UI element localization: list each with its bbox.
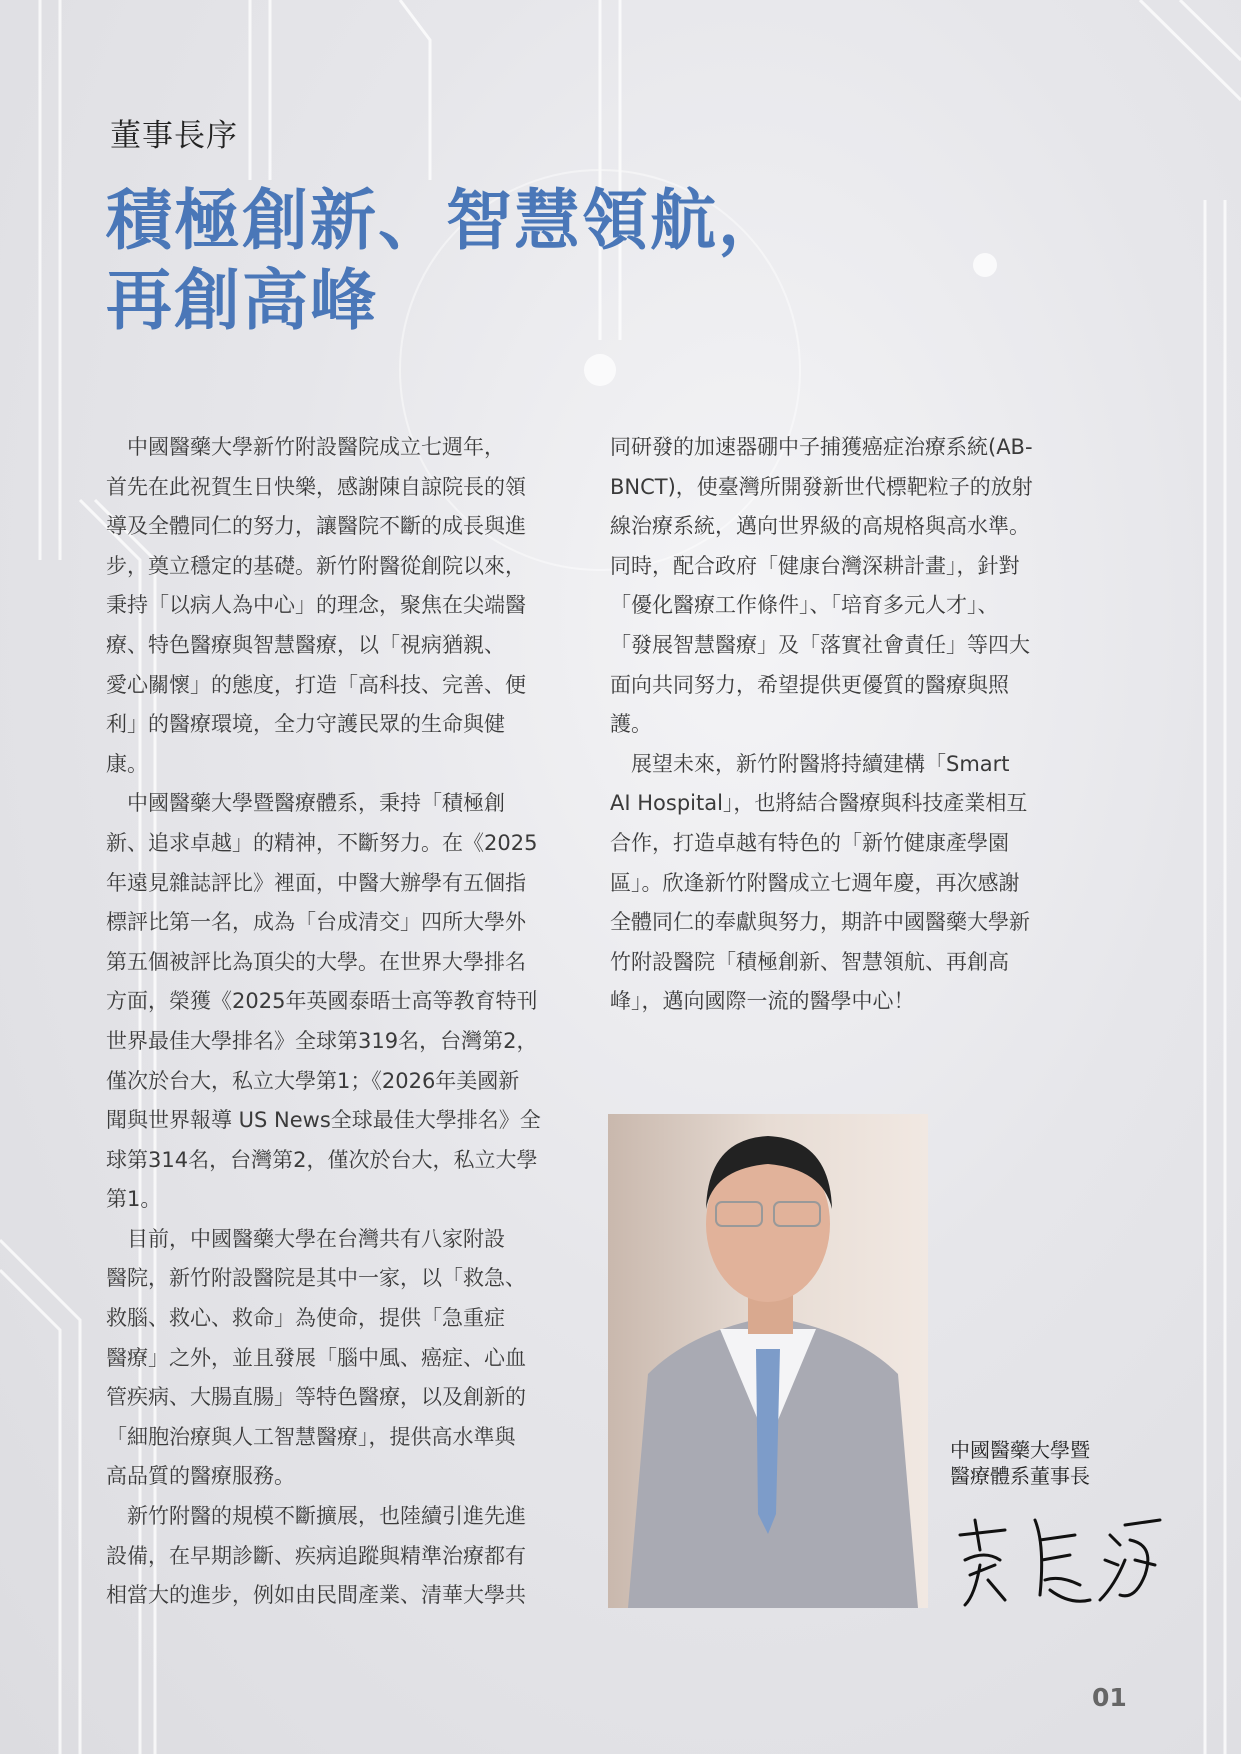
body-text-line: 醫療」之外，並且發展「腦中風、癌症、心血: [106, 1345, 526, 1370]
body-text-line: 世界最佳大學排名》全球第319名，台灣第2，: [106, 1028, 538, 1053]
portrait-illustration: [608, 1114, 928, 1608]
body-text-line: 「優化醫療工作條件」、「培育多元人才」、: [610, 593, 999, 618]
body-text-line: 醫院，新竹附設醫院是其中一家，以「救急、: [106, 1266, 526, 1291]
page-title: [106, 180, 786, 340]
body-text-line: 展望未來，新竹附醫將持續建構「Smart: [610, 751, 1010, 776]
body-text-line: 竹附設醫院「積極創新、智慧領航、再創高: [610, 949, 1009, 974]
caption-line: 中國醫藥大學暨: [950, 1438, 1090, 1462]
body-text-line: 聞與世界報導 US News全球最佳大學排名》全: [106, 1108, 541, 1133]
body-text-line: 標評比第一名，成為「台成清交」四所大學外: [106, 910, 526, 935]
body-text-line: 導及全體同仁的努力，讓醫院不斷的成長與進: [106, 514, 526, 539]
body-text-line: 年遠見雜誌評比》裡面，中醫大辦學有五個指: [106, 870, 526, 895]
body-text-line: 區」。欣逢新竹附醫成立七週年慶，再次感謝: [610, 870, 1020, 895]
body-text-line: 護。: [610, 712, 652, 737]
body-text-line: 僅次於台大，私立大學第1；《2026年美國新: [106, 1068, 520, 1093]
body-text-line: 新竹附醫的規模不斷擴展，也陸續引進先進: [106, 1504, 526, 1529]
body-text-line: 峰」，邁向國際一流的醫學中心！: [610, 989, 915, 1014]
body-text-line: 管疾病、大腸直腸」等特色醫療，以及創新的: [106, 1385, 526, 1410]
body-text-line: 第五個被評比為頂尖的大學。在世界大學排名: [106, 949, 526, 974]
body-text-line: 愛心關懷」的態度，打造「高科技、完善、便: [106, 672, 526, 697]
title-line: 積極創新、智慧領航，: [106, 181, 786, 259]
body-text-line: AI Hospital」，也將結合醫療與科技產業相互: [610, 791, 1028, 816]
body-text-line: 利」的醫療環境，全力守護民眾的生命與健: [106, 712, 505, 737]
body-text-line: 全體同仁的奉獻與努力，期許中國醫藥大學新: [610, 910, 1030, 935]
body-text-line: 球第314名，台灣第2，僅次於台大，私立大學: [106, 1147, 538, 1172]
chairman-signature: [950, 1505, 1165, 1615]
body-text-line: 線治療系統，邁向世界級的高規格與高水準。: [610, 514, 1030, 539]
body-right-column: [610, 428, 1033, 1022]
body-text-line: 相當大的進步，例如由民間產業、清華大學共: [106, 1583, 526, 1608]
body-text-line: 面向共同努力，希望提供更優質的醫療與照: [610, 672, 1009, 697]
body-left-column: [106, 428, 541, 1616]
body-text-line: 新、追求卓越」的精神，不斷努力。在《2025: [106, 830, 538, 855]
chairman-portrait-photo: [608, 1114, 928, 1608]
body-text-line: 康。: [106, 751, 148, 776]
body-text-line: 步，奠立穩定的基礎。新竹附醫從創院以來，: [106, 553, 526, 578]
body-text-line: 「細胞治療與人工智慧醫療」，提供高水準與: [106, 1424, 516, 1449]
body-text-line: 同時，配合政府「健康台灣深耕計畫」，針對: [610, 553, 1020, 578]
section-label: 董事長序: [110, 118, 238, 154]
page-number: 01: [1092, 1683, 1127, 1712]
body-text-line: 療、特色醫療與智慧醫療，以「視病猶親、: [106, 632, 505, 657]
body-text-line: 救腦、救心、救命」為使命，提供「急重症: [106, 1306, 505, 1331]
body-text-line: 首先在此祝賀生日快樂，感謝陳自諒院長的領: [106, 474, 526, 499]
body-text-line: 第1。: [106, 1187, 162, 1212]
body-text-line: 中國醫藥大學新竹附設醫院成立七週年，: [106, 435, 505, 459]
title-line: 再創高峰: [106, 261, 378, 339]
body-text-line: 中國醫藥大學暨醫療體系，秉持「積極創: [106, 791, 505, 816]
caption-line: 醫療體系董事長: [950, 1464, 1090, 1488]
body-text-line: 方面，榮獲《2025年英國泰晤士高等教育特刊: [106, 989, 538, 1014]
body-text-line: 合作，打造卓越有特色的「新竹健康產學園: [610, 830, 1009, 855]
body-text-line: 高品質的醫療服務。: [106, 1464, 295, 1489]
body-text-line: 目前，中國醫藥大學在台灣共有八家附設: [106, 1226, 505, 1251]
body-text-line: BNCT)，使臺灣所開發新世代標靶粒子的放射: [610, 474, 1033, 499]
body-text-line: 秉持「以病人為中心」的理念，聚焦在尖端醫: [106, 593, 526, 618]
photo-caption: [950, 1437, 1090, 1489]
body-text-line: 設備，在早期診斷、疾病追蹤與精準治療都有: [106, 1543, 526, 1568]
body-text-line: 同研發的加速器硼中子捕獲癌症治療系統(AB-: [610, 435, 1033, 459]
body-text-line: 「發展智慧醫療」及「落實社會責任」等四大: [610, 632, 1030, 657]
